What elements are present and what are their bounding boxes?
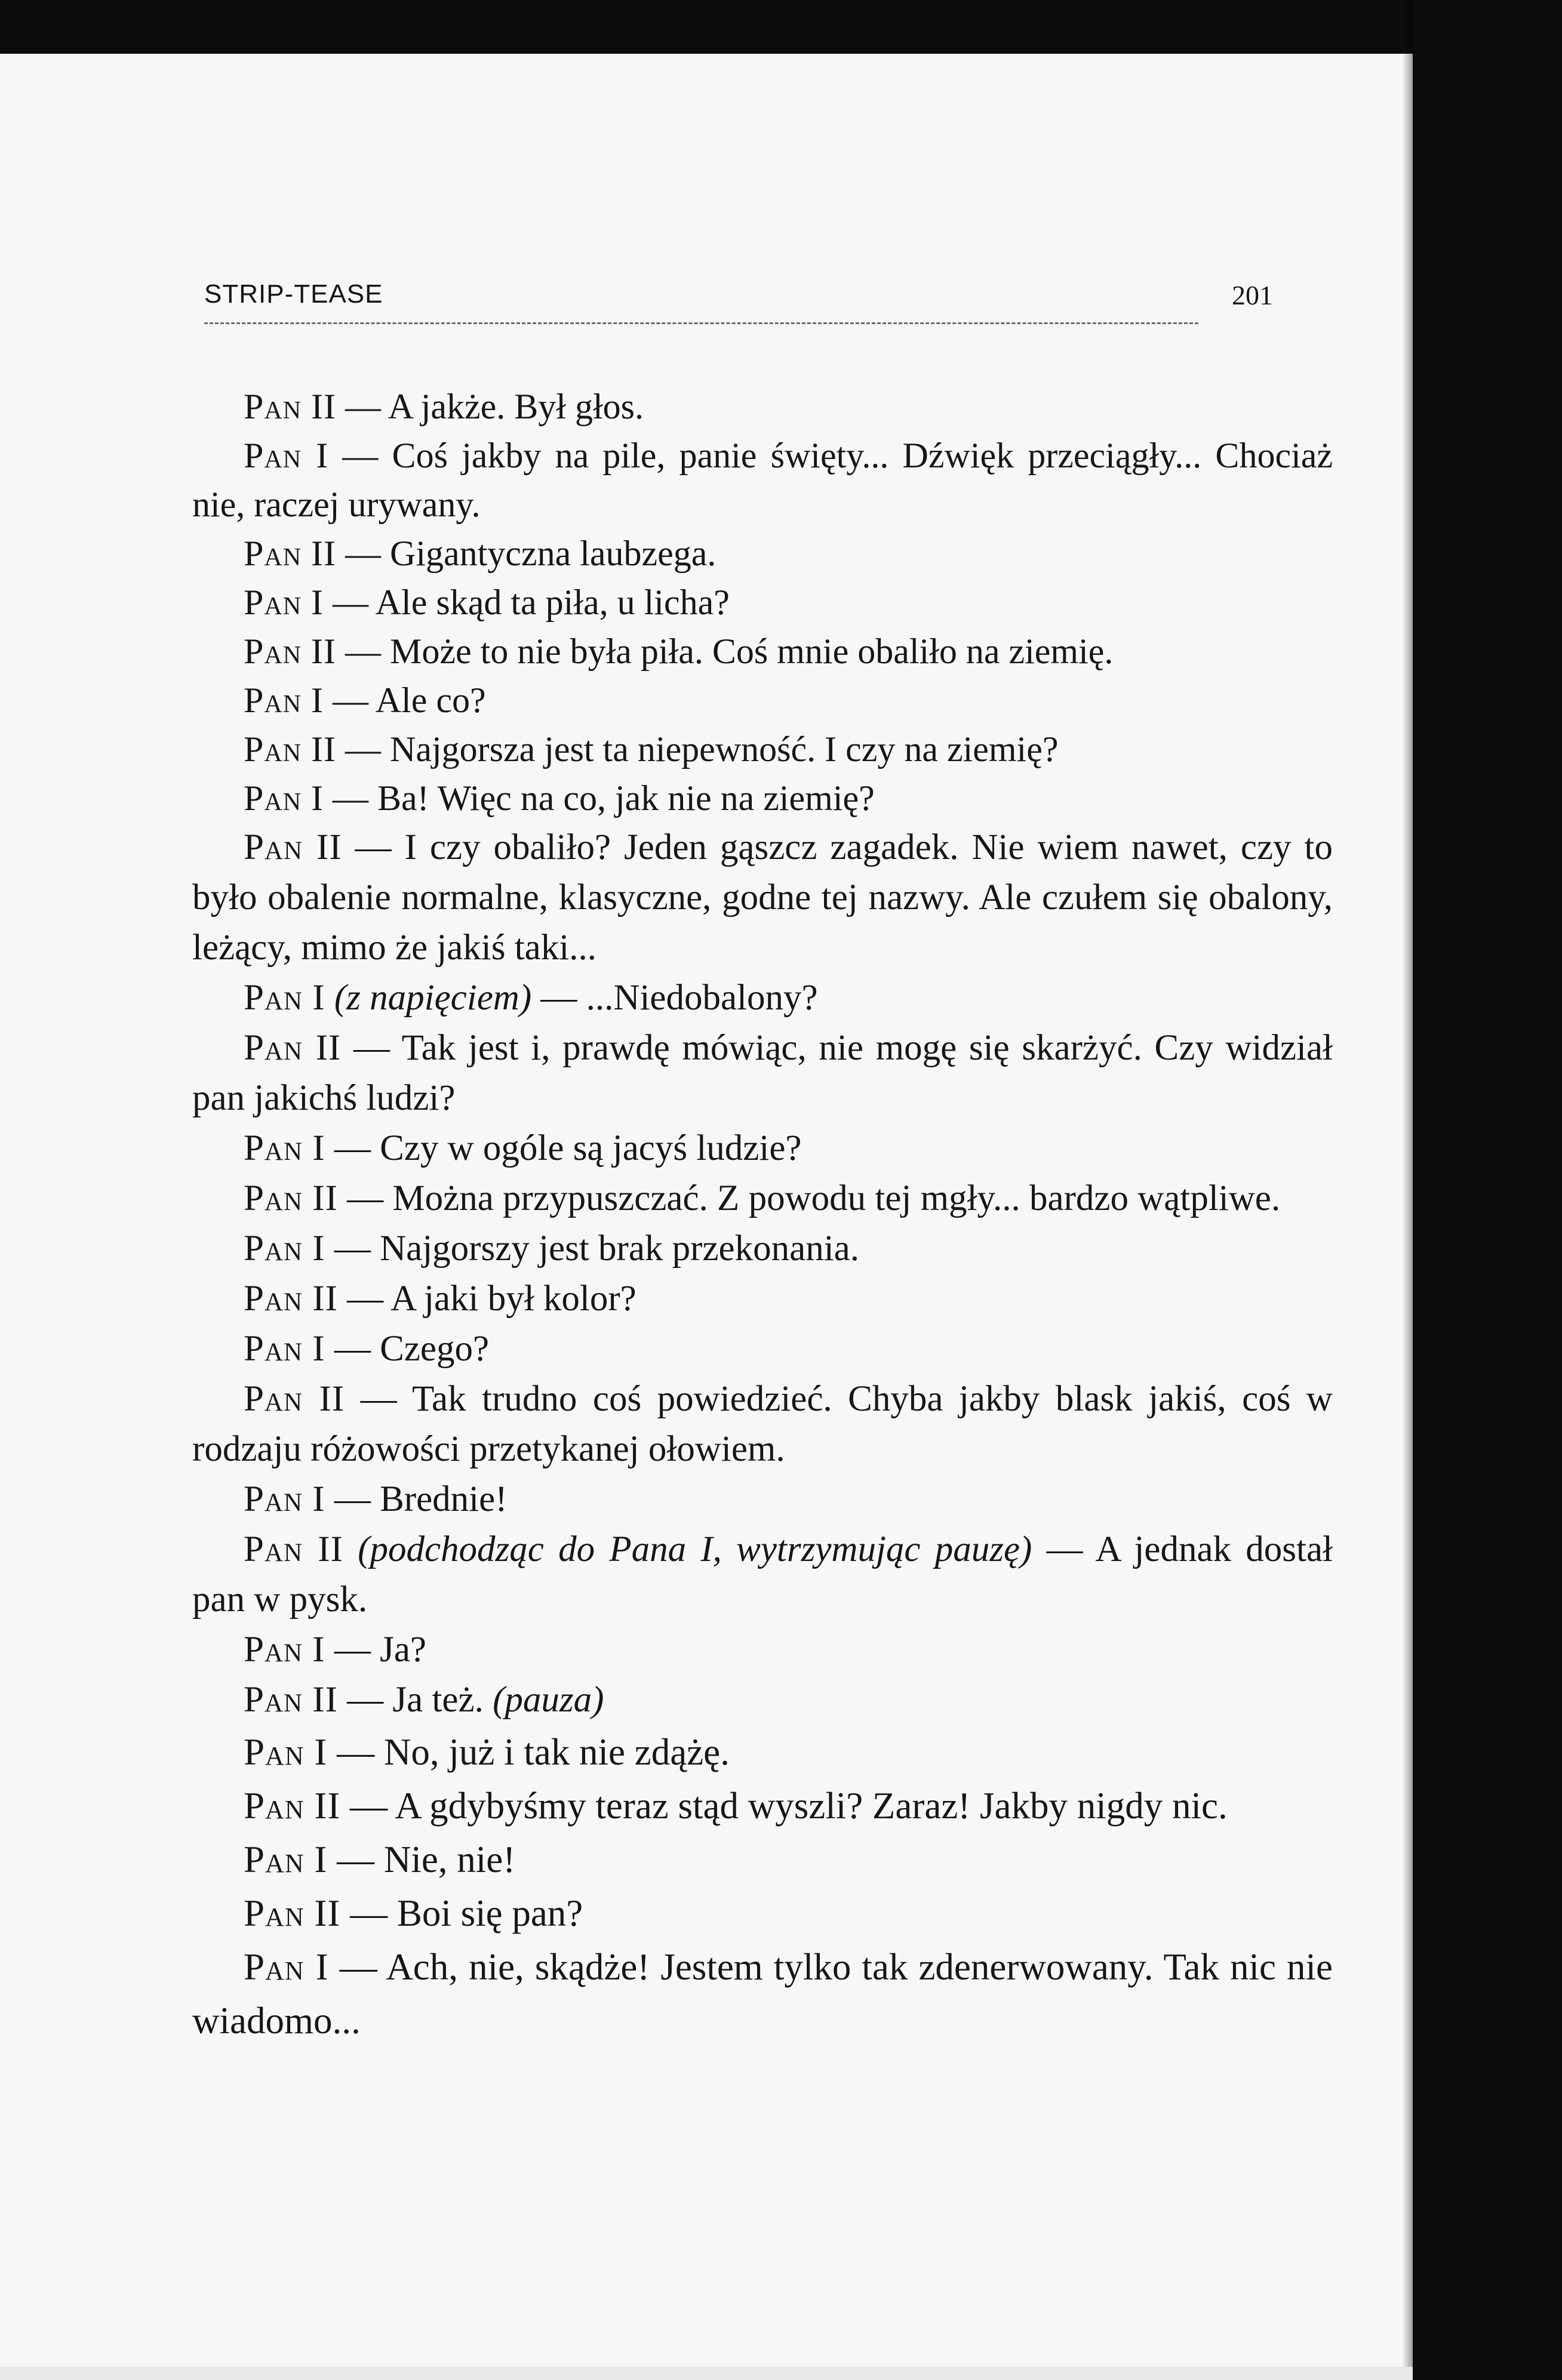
header-rule bbox=[204, 322, 1198, 324]
scan-border-notch bbox=[0, 54, 72, 72]
speaker-name: Pan I bbox=[244, 1630, 325, 1670]
line-text: Ale co? bbox=[375, 681, 486, 720]
line-text: Ale skąd ta piła, u licha? bbox=[375, 583, 730, 622]
line-text: Czy w ogóle są jacyś ludzie? bbox=[380, 1128, 802, 1168]
speaker-name: Pan II bbox=[244, 1529, 343, 1569]
dialogue-line: Pan II — Boi się pan? bbox=[244, 1892, 583, 1934]
dialogue-line: Pan I — Coś jakby na pile, panie święty... Dźwięk przeciągły... Chociaż nie, raczej urywany. bbox=[192, 436, 1333, 524]
running-head bbox=[204, 279, 1273, 318]
line-text: I czy obaliło? Jeden gąszcz zagadek. Nie wiem nawet, czy to było obalenie normalne, klasyczne, godne tej nazwy. Ale czułem się obalony, leżący, mimo że jakiś taki... bbox=[192, 827, 1333, 968]
speaker-name: Pan II bbox=[244, 1178, 338, 1218]
dialogue-line: Pan I — Czy w ogóle są jacyś ludzie? bbox=[244, 1128, 802, 1168]
dialogue-line: Pan I — Ale skąd ta piła, u licha? bbox=[244, 583, 730, 622]
speaker-name: Pan II bbox=[244, 729, 336, 769]
dialogue-line: Pan I — Ach, nie, skądże! Jestem tylko tak zdenerwowany. Tak nic nie wiadomo... bbox=[192, 1946, 1333, 2042]
line-text: Brednie! bbox=[380, 1479, 508, 1519]
dialogue-line: Pan I — Nie, nie! bbox=[244, 1839, 516, 1880]
speaker-name: Pan I bbox=[244, 978, 325, 1018]
dialogue-line: Pan I — Ba! Więc na co, jak nie na ziemię? bbox=[244, 778, 875, 818]
speaker-name: Pan II bbox=[244, 534, 336, 573]
line-text: Gigantyczna laubzega. bbox=[390, 534, 717, 573]
line-text: A jednak dostał pan w pysk. bbox=[192, 1529, 1333, 1619]
scan-border-bottom bbox=[0, 2367, 1413, 2380]
dialogue-line: Pan I — Czego? bbox=[244, 1329, 490, 1369]
speaker-name: Pan I bbox=[244, 1946, 329, 1988]
line-text: Ba! Więc na co, jak nie na ziemię? bbox=[377, 778, 875, 818]
speaker-name: Pan I bbox=[244, 1479, 325, 1519]
line-text: A jakże. Był głos. bbox=[388, 387, 644, 426]
speaker-name: Pan I bbox=[244, 681, 324, 720]
dialogue-line: Pan II — Można przypuszczać. Z powodu tej mgły... bardzo wątpliwe. bbox=[244, 1178, 1281, 1218]
speaker-name: Pan I bbox=[244, 1128, 325, 1168]
dialogue-line: Pan II — Może to nie była piła. Coś mnie obaliło na ziemię. bbox=[244, 632, 1114, 671]
line-text: Boi się pan? bbox=[396, 1892, 583, 1934]
speaker-name: Pan I bbox=[244, 1229, 325, 1268]
stage-direction: (pauza) bbox=[493, 1680, 604, 1720]
dialogue-line: Pan II — A jaki był kolor? bbox=[244, 1279, 637, 1319]
line-text: Można przypuszczać. Z powodu tej mgły... bardzo wątpliwe. bbox=[392, 1178, 1281, 1218]
dialogue-line: Pan II — A jakże. Był głos. bbox=[244, 387, 644, 426]
line-text: A gdybyśmy teraz stąd wyszli? Zaraz! Jakby nigdy nic. bbox=[395, 1785, 1228, 1827]
speaker-name: Pan I bbox=[244, 1329, 325, 1369]
scan-border-shadow bbox=[1402, 0, 1413, 2380]
speaker-name: Pan II bbox=[244, 387, 336, 426]
line-text: Najgorsza jest ta niepewność. I czy na ziemię? bbox=[390, 729, 1059, 769]
dialogue-line: Pan II — Tak jest i, prawdę mówiąc, nie mogę się skarżyć. Czy widział pan jakichś ludzi? bbox=[192, 1028, 1333, 1118]
speaker-name: Pan II bbox=[244, 1379, 345, 1419]
dialogue-line: Pan II — I czy obaliło? Jeden gąszcz zagadek. Nie wiem nawet, czy to było obalenie normalne, klasyczne, godne tej nazwy. Ale czułem się obalony, leżący, mimo że jakiś taki... bbox=[192, 827, 1333, 968]
stage-direction: (z napięciem) bbox=[334, 978, 532, 1018]
dialogue-line: Pan II — Ja też. (pauza) bbox=[244, 1680, 604, 1720]
line-text: Nie, nie! bbox=[383, 1839, 516, 1880]
line-text: Coś jakby na pile, panie święty... Dźwięk przeciągły... Chociaż nie, raczej urywany. bbox=[192, 436, 1333, 524]
line-text: Ja też. bbox=[392, 1680, 484, 1720]
speaker-name: Pan I bbox=[244, 1731, 328, 1773]
dialogue-line: Pan I — Brednie! bbox=[244, 1479, 508, 1519]
dialogue-text bbox=[192, 382, 1333, 2048]
dialogue-line: Pan II — Gigantyczna laubzega. bbox=[244, 534, 717, 573]
dialogue-line: Pan II — A gdybyśmy teraz stąd wyszli? Zaraz! Jakby nigdy nic. bbox=[244, 1785, 1228, 1827]
dialogue-line: Pan I — Najgorszy jest brak przekonania. bbox=[244, 1229, 859, 1268]
speaker-name: Pan II bbox=[244, 1680, 338, 1720]
speaker-name: Pan I bbox=[244, 583, 324, 622]
dialogue-line: Pan II — Najgorsza jest ta niepewność. I czy na ziemię? bbox=[244, 729, 1059, 769]
running-title: STRIP-TEASE bbox=[204, 279, 383, 309]
scan-border-top bbox=[0, 0, 1562, 54]
page-number: 201 bbox=[1232, 280, 1273, 310]
dialogue-line: Pan I — Ale co? bbox=[244, 681, 486, 720]
dialogue-line: Pan II (podchodząc do Pana I, wytrzymując pauzę) — A jednak dostał pan w pysk. bbox=[192, 1529, 1333, 1619]
line-text: ...Niedobalony? bbox=[586, 978, 818, 1018]
speaker-name: Pan I bbox=[244, 778, 324, 818]
speaker-name: Pan II bbox=[244, 827, 342, 867]
speaker-name: Pan II bbox=[244, 1279, 338, 1319]
speaker-name: Pan II bbox=[244, 1785, 341, 1827]
line-text: Najgorszy jest brak przekonania. bbox=[380, 1229, 859, 1268]
scan-border-right bbox=[1413, 0, 1562, 2380]
line-text: Ja? bbox=[380, 1630, 426, 1670]
dialogue-line: Pan I — Ja? bbox=[244, 1630, 426, 1670]
line-text: A jaki był kolor? bbox=[390, 1279, 637, 1319]
dialogue-line: Pan I — No, już i tak nie zdążę. bbox=[244, 1731, 730, 1773]
line-text: Tak trudno coś powiedzieć. Chyba jakby blask jakiś, coś w rodzaju różowości przetykanej ołowiem. bbox=[192, 1379, 1333, 1469]
speaker-name: Pan II bbox=[244, 632, 336, 671]
line-text: Czego? bbox=[380, 1329, 490, 1369]
stage-direction: (podchodząc do Pana I, wytrzymując pauzę) bbox=[358, 1529, 1032, 1569]
line-text: Ach, nie, skądże! Jestem tylko tak zdenerwowany. Tak nic nie wiadomo... bbox=[192, 1946, 1333, 2042]
dialogue-line: Pan II — Tak trudno coś powiedzieć. Chyba jakby blask jakiś, coś w rodzaju różowości przetykanej ołowiem. bbox=[192, 1379, 1333, 1469]
line-text: No, już i tak nie zdążę. bbox=[383, 1731, 730, 1773]
speaker-name: Pan II bbox=[244, 1028, 342, 1068]
speaker-name: Pan II bbox=[244, 1892, 341, 1934]
line-text: Może to nie była piła. Coś mnie obaliło na ziemię. bbox=[390, 632, 1114, 671]
dialogue-line: Pan I (z napięciem) — ...Niedobalony? bbox=[244, 978, 818, 1018]
speaker-name: Pan I bbox=[244, 436, 329, 475]
speaker-name: Pan I bbox=[244, 1839, 328, 1880]
line-text: Tak jest i, prawdę mówiąc, nie mogę się skarżyć. Czy widział pan jakichś ludzi? bbox=[192, 1028, 1333, 1118]
